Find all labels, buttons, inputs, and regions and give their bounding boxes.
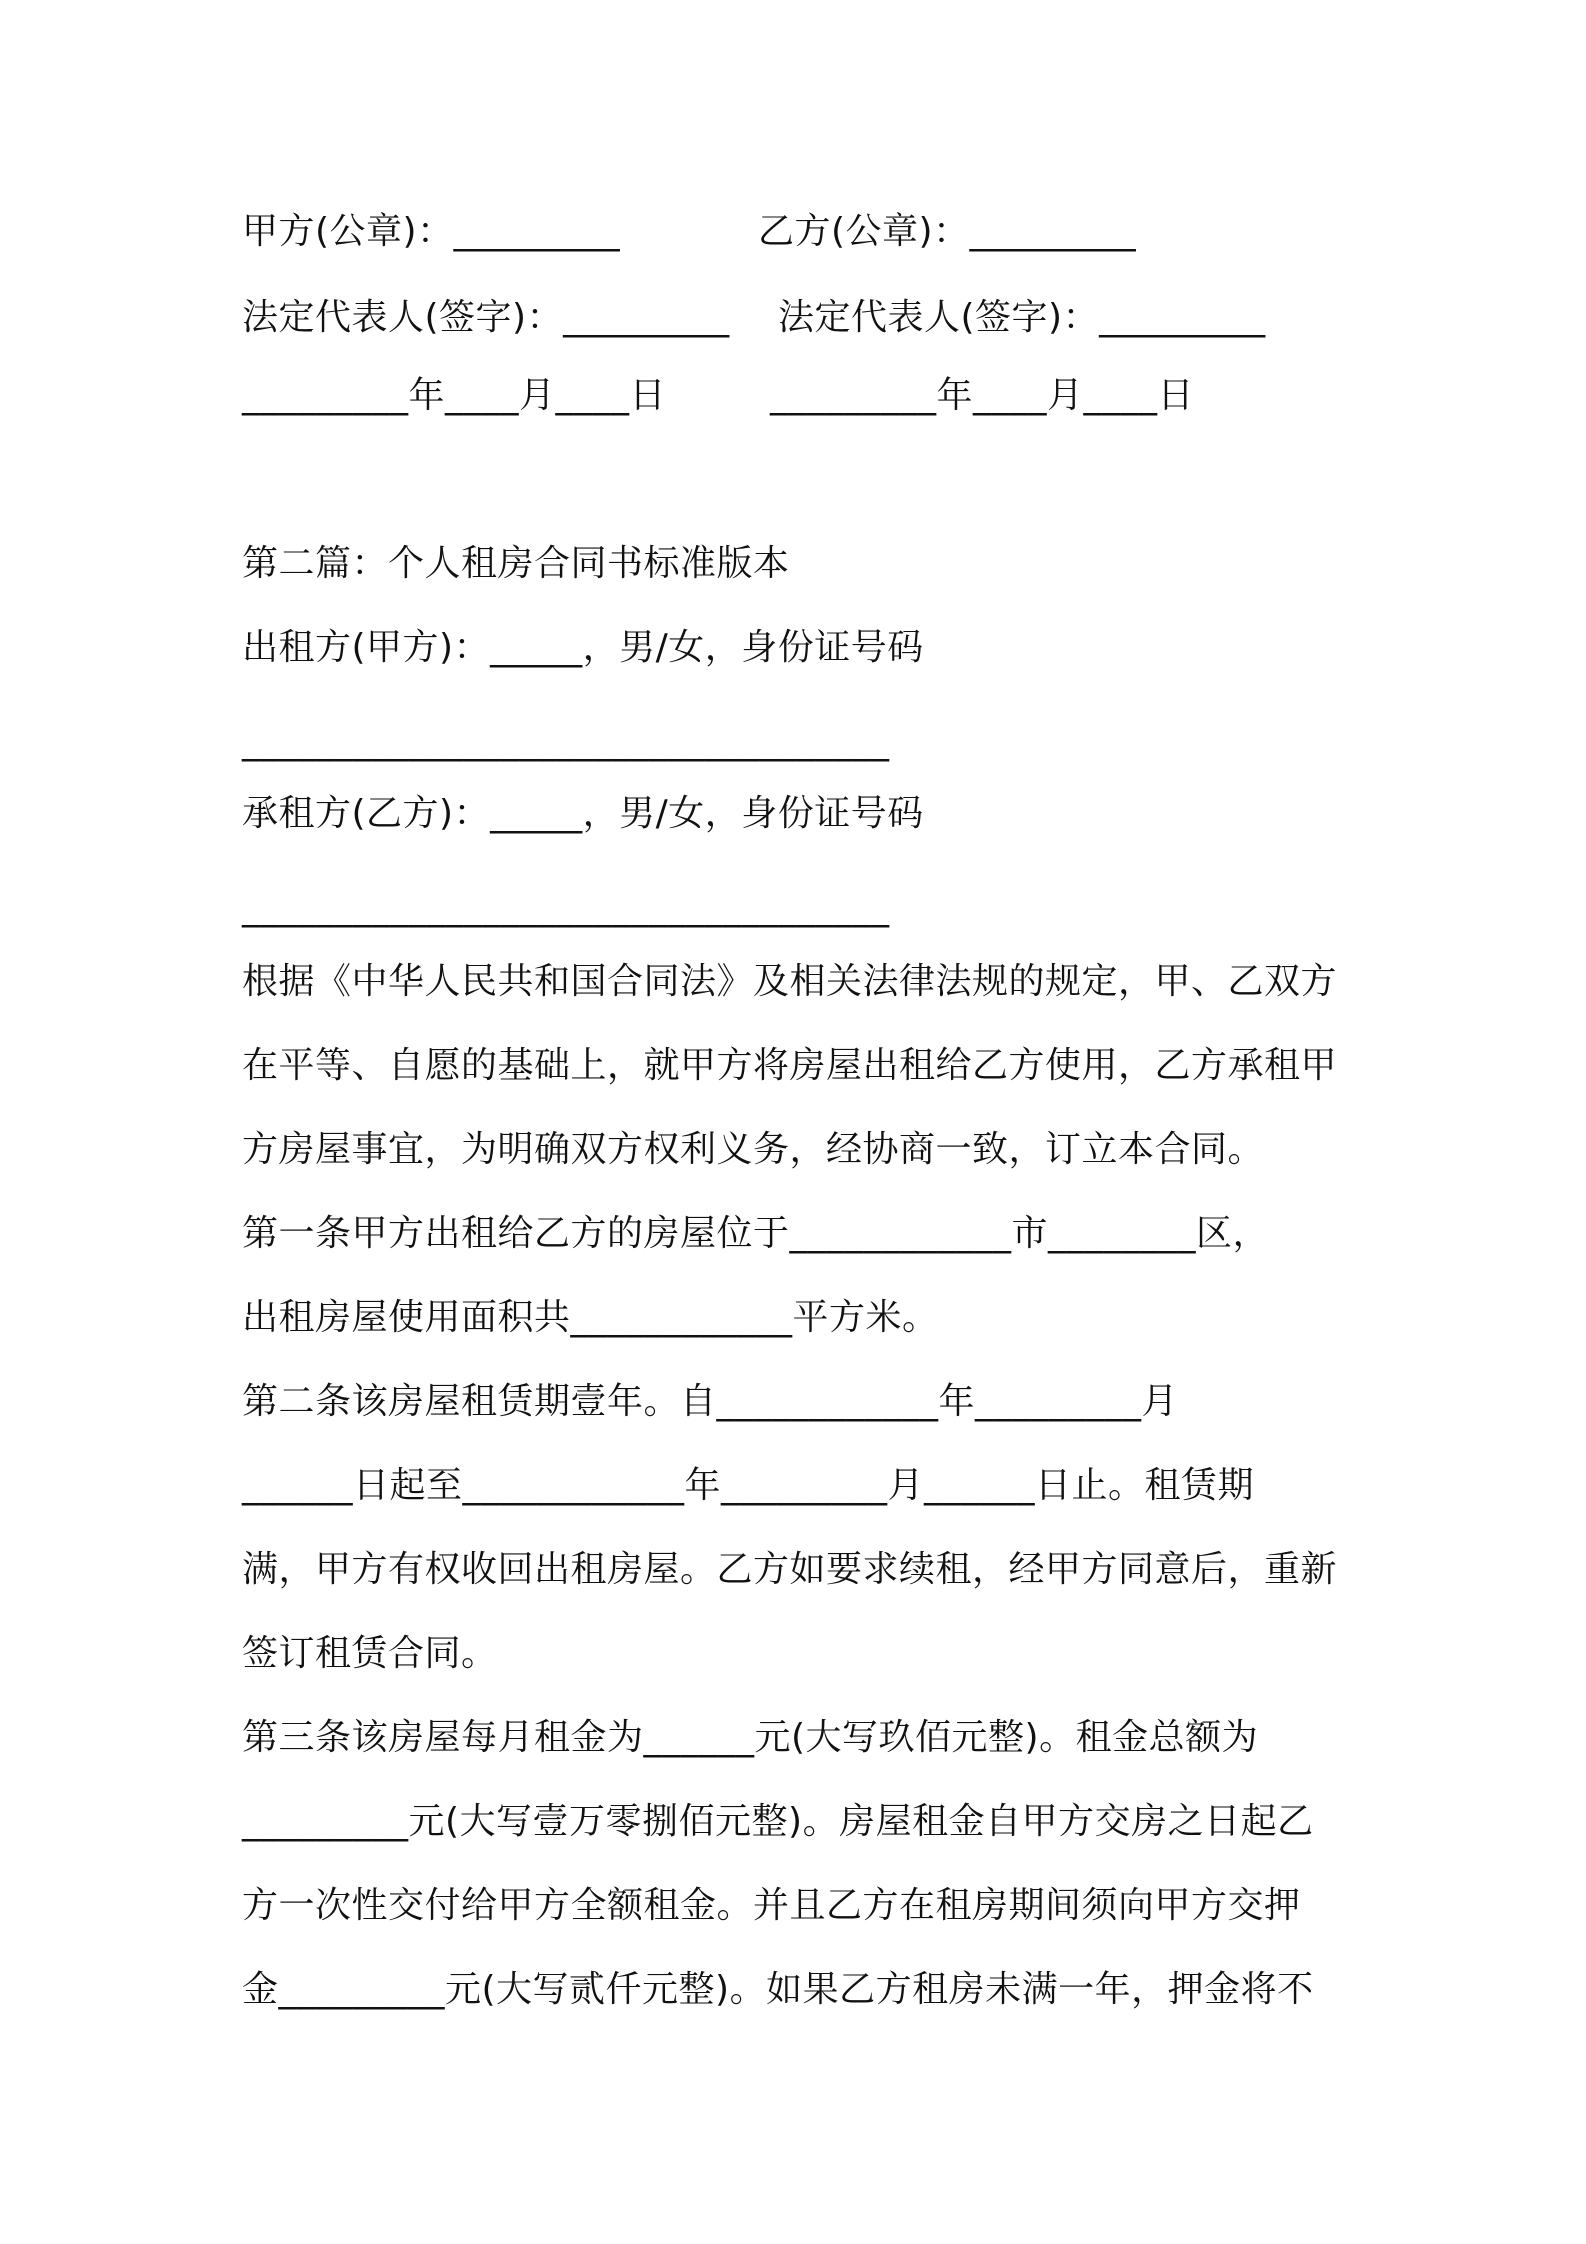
party-a-seal-line: 甲方(公章)：_________ bbox=[242, 211, 621, 252]
body-line: 根据《中华人民共和国合同法》及相关法律法规的规定，甲、乙双方 bbox=[242, 961, 1338, 1002]
clause-3-line: 金_________元(大写贰仟元整)。如果乙方租房未满一年，押金将不 bbox=[242, 1969, 1314, 2010]
party-b-seal-line: 乙方(公章)：_________ bbox=[758, 211, 1137, 252]
clause-3-line: _________元(大写壹万零捌佰元整)。房屋租金自甲方交房之日起乙 bbox=[242, 1801, 1314, 1842]
lessor-line: 出租方(甲方)：_____，男/女，身份证号码 bbox=[242, 627, 924, 668]
clause-2-line: 满，甲方有权收回出租房屋。乙方如要求续租，经甲方同意后，重新 bbox=[242, 1549, 1338, 1590]
clause-3-line: 第三条该房屋每月租金为______元(大写玖佰元整)。租金总额为 bbox=[242, 1717, 1259, 1758]
clause-2-line: 第二条该房屋租赁期壹年。自____________年_________月 bbox=[242, 1381, 1179, 1422]
party-a-representative-line: 法定代表人(签字)：_________ bbox=[242, 297, 730, 338]
lessee-line: 承租方(乙方)：_____，男/女，身份证号码 bbox=[242, 793, 924, 834]
body-line: 在平等、自愿的基础上，就甲方将房屋出租给乙方使用，乙方承租甲 bbox=[242, 1045, 1338, 1086]
clause-2-line: ______日起至____________年_________月______日止。租赁期 bbox=[242, 1465, 1255, 1506]
clause-2-line: 签订租赁合同。 bbox=[242, 1633, 498, 1674]
body-line: 方房屋事宜，为明确双方权利义务，经协商一致，订立本合同。 bbox=[242, 1129, 1265, 1170]
party-a-date-line: _________年____月____日 bbox=[242, 375, 666, 416]
clause-1-line: 第一条甲方出租给乙方的房屋位于____________市________区， bbox=[242, 1213, 1270, 1254]
clause-1-line: 出租房屋使用面积共____________平方米。 bbox=[242, 1297, 939, 1338]
section-title: 第二篇：个人租房合同书标准版本 bbox=[242, 543, 790, 584]
clause-3-line: 方一次性交付给甲方全额租金。并且乙方在租房期间须向甲方交押 bbox=[242, 1885, 1301, 1926]
lessee-id-blank: ___________________________________ bbox=[242, 887, 890, 928]
party-b-representative-line: 法定代表人(签字)：_________ bbox=[778, 297, 1266, 338]
lessor-id-blank: ___________________________________ bbox=[242, 721, 890, 762]
party-b-date-line: _________年____月____日 bbox=[770, 375, 1194, 416]
